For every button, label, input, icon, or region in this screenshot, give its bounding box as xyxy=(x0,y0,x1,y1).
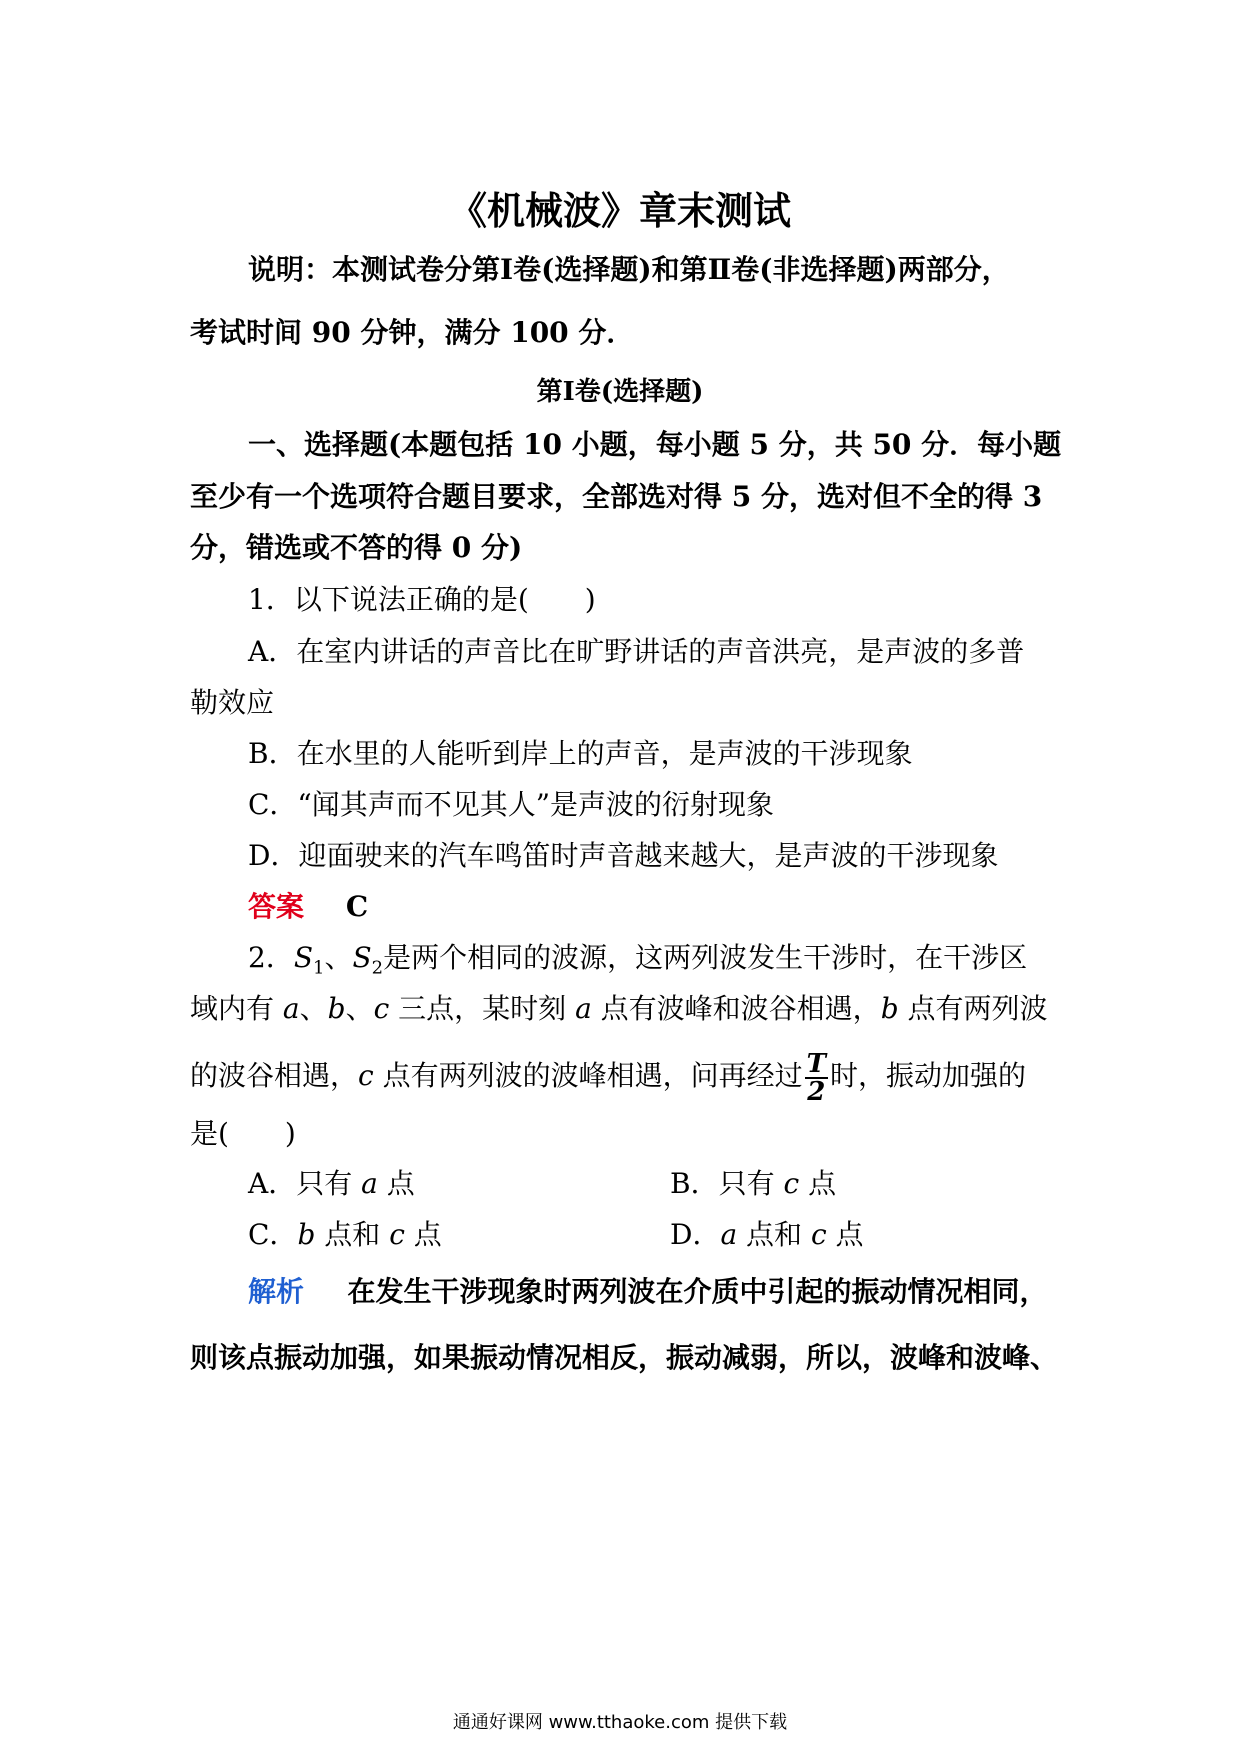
footer: 通通好课网 www.tthaoke.com 提供下载 xyxy=(452,1712,788,1733)
q2-text: 三点，某时刻 xyxy=(389,992,576,1025)
q2-text: 点有两列波的波峰相遇，问再经过 xyxy=(373,1059,803,1092)
analysis-line-1 xyxy=(248,1272,1060,1312)
q2-stem-line-4: 是( ) xyxy=(190,1117,296,1150)
q2-stem-line-3 xyxy=(190,1048,1060,1105)
q2-text: 时，振动加强的 xyxy=(829,1059,1026,1092)
fraction-denominator: 2 xyxy=(807,1076,826,1107)
q2-options-row-2 xyxy=(248,1215,1060,1255)
q2-number: 2． xyxy=(248,941,294,974)
q2-stem-1-rest: 是两个相同的波源，这两列波发生干涉时，在干涉区 xyxy=(383,941,1028,974)
q2-option-b: B．只有 c 点 xyxy=(670,1167,837,1200)
q2-s2: S xyxy=(352,941,372,974)
q2-option-d: D．a 点和 c 点 xyxy=(670,1218,864,1251)
q2-text: 域内有 xyxy=(190,992,283,1025)
q1-option-c: C．“闻其声而不见其人”是声波的衍射现象 xyxy=(248,788,775,821)
part1-line-3: 分，错选或不答的得 0 分) xyxy=(190,531,523,564)
q1-option-a-line-2: 勒效应 xyxy=(190,686,275,719)
fraction-t-over-2 xyxy=(805,1048,828,1107)
part1-line-1: 一、选择题(本题包括 10 小题，每小题 5 分，共 50 分．每小题 xyxy=(248,428,1062,461)
var-b: b xyxy=(327,992,346,1025)
q2-s2-sub: 2 xyxy=(371,957,384,979)
q2-s1: S xyxy=(293,941,314,974)
q1-option-d: D．迎面驶来的汽车鸣笛时声音越来越大，是声波的干涉现象 xyxy=(248,839,999,872)
q2-option-a: A．只有 a 点 xyxy=(248,1167,415,1200)
analysis-text-1: 在发生干涉现象时两列波在介质中引起的振动情况相同， xyxy=(347,1275,1048,1308)
var-b: b xyxy=(880,992,899,1025)
part1-line-2: 至少有一个选项符合题目要求，全部选对得 5 分，选对但不全的得 3 xyxy=(190,480,1043,513)
q2-stem-line-2: 域内有 a、b、c 三点，某时刻 a 点有波峰和波谷相遇，b 点有两列波 xyxy=(190,992,1048,1025)
q2-options-row-1 xyxy=(248,1164,1060,1204)
var-c: c xyxy=(358,1059,374,1092)
answer-label: 答案 xyxy=(248,890,305,923)
q2-text: 点有两列波 xyxy=(898,992,1048,1025)
q1-answer xyxy=(248,887,1060,927)
intro-line-2: 考试时间 90 分钟，满分 100 分． xyxy=(190,316,635,349)
var-c: c xyxy=(373,992,390,1025)
var-a: a xyxy=(575,992,592,1025)
var-a: a xyxy=(282,992,300,1025)
q1-option-a-line-1: A．在室内讲话的声音比在旷野讲话的声音洪亮，是声波的多普 xyxy=(248,635,1025,668)
answer-value: C xyxy=(345,890,369,923)
q2-stem-line-1 xyxy=(248,938,1060,989)
document-title: 《机械波》章末测试 xyxy=(448,188,791,233)
section-title: 第Ⅰ卷(选择题) xyxy=(536,377,704,407)
q2-text: 点有波峰和波谷相遇， xyxy=(591,992,881,1025)
fraction-numerator: T xyxy=(806,1048,826,1079)
analysis-label: 解析 xyxy=(248,1275,305,1308)
analysis-line-2: 则该点振动加强，如果振动情况相反，振动减弱，所以，波峰和波峰、 xyxy=(190,1341,1059,1374)
q2-sep: 、 xyxy=(324,941,353,974)
q2-text: 的波谷相遇， xyxy=(190,1059,359,1092)
q1-option-b: B．在水里的人能听到岸上的声音，是声波的干涉现象 xyxy=(248,737,913,770)
q2-s1-sub: 1 xyxy=(313,957,325,979)
q2-option-c: C．b 点和 c 点 xyxy=(248,1218,442,1251)
q1-stem: 1．以下说法正确的是( ) xyxy=(248,583,596,616)
intro-line-1: 说明：本测试卷分第Ⅰ卷(选择题)和第Ⅱ卷(非选择题)两部分， xyxy=(248,253,1010,286)
